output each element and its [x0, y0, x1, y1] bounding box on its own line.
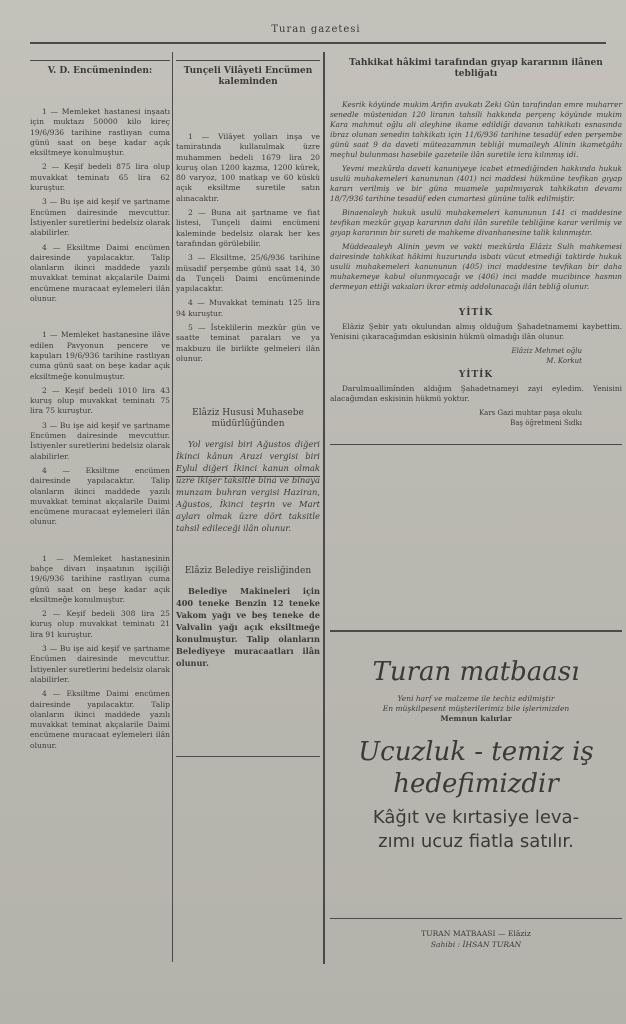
ad-slogan: Ucuzluk - temiz iş: [358, 737, 594, 767]
masthead: Turan gazetesi: [271, 24, 361, 35]
col2-block: 2 — Buna ait şartname ve fiat listesi, Tunçeli daimi encümeni kaleminde bedelsiz olarak her kes tarafından görülebilir.: [176, 208, 320, 248]
col3-header: Tahkikat hâkimi tarafından gıyap kararının ilânen tebliğatı: [349, 58, 603, 79]
lost-notice-1-sig: Elâziz Mehmet oğlu: [511, 347, 582, 355]
spacer: [30, 85, 170, 107]
col1-block: 1 — Memleket hastanesine ilâve edilen Pavyonun pencere ve kapuları 19/6/936 tarihine rastlıyan cuma günü saat on beşe kadar açık eksiltmeğe konulmuştur.: [30, 330, 170, 381]
col2-bold-notice: Belediye Makineleri için 400 teneke Benzin 12 teneke Vakom yağı ve beş teneke de Valvalin yağı açık eksiltmeğe konulmuştur. Talip olanların Belediyeye muracaatları ilân olunur.: [176, 586, 320, 669]
col2-top-rule: [176, 60, 320, 61]
lost-notice-heading: YİTİK: [458, 370, 494, 380]
column-3: [330, 58, 622, 428]
col1-block: 4 — Eksiltme Daimi encümen dairesinde yapılacaktır. Talip olanların ikinci maddede yazılı muvakkat teminat akçalarile Daimi encümene muracaat eylemeleri ilân olunur.: [30, 689, 170, 750]
printing-house-ad: [330, 640, 622, 854]
col2-block: 4 — Muvakkat teminatı 125 lira 94 kuruştur.: [176, 298, 320, 318]
column-2: [176, 66, 320, 673]
footer-name: TURAN MATBAASI — Elâziz: [421, 929, 531, 938]
col3-rule-b: [330, 630, 622, 632]
col1-block: 2 — Keşif bedeli 1010 lira 43 kuruş olup muvakkat teminatı 75 lira 75 kuruştur.: [30, 385, 170, 416]
col3-rule-a: [330, 444, 622, 445]
footer-owner: Sahibi : İHSAN TURAN: [430, 940, 522, 949]
ad-text: Kâğıt ve kırtasiye leva-: [372, 807, 580, 828]
lost-notice-heading: YİTİK: [458, 308, 494, 318]
spacer: [30, 308, 170, 330]
col1-block: 4 — Eksiltme Daimi encümen dairesinde yapılacaktır. Talip olanların ikinci maddede yazılı muvakkat teminat akçalarile Daimi encümene muracaat eylemeleri ilân olunur.: [30, 242, 170, 304]
col3-para-2: Yevmi mezkûrda daveti kanuniyeye icabet etmediğinden hakkında hukuk usulü muhakemeleri kanununun (401) nci maddesi hükmüne tevfikan gıyap kararı verilmiş ve bir güna muamele yapılmıyarak tahkikatın devamı 18/7/936 tarihine tesadüf eden cumartesi gününe talik edilmiştir.: [330, 164, 622, 203]
col1-top-rule: [30, 60, 170, 61]
ad-slogan: hedefimizdir: [393, 769, 559, 799]
ad-subtitle: En müşkilpesent müşterilerimiz bile işlerimizden: [382, 704, 570, 713]
col2-header: Tunçeli Vilâyeti Encümen kaleminden: [183, 66, 313, 87]
col1-block: 3 — Bu işe aid keşif ve şartname Encümen dairesinde mevcuttur. İstiyenler suretlerini bedelsiz olarak alabilirler.: [30, 644, 170, 684]
spacer: [176, 96, 320, 132]
col1-block: 2 — Keşif bedeli 308 lira 25 kuruş olup muvakkat teminatı 21 lira 91 kuruştur.: [30, 609, 170, 639]
col2-block: 1 — Vilâyet yolları inşa ve tamiratında kullanılmak üzre muhammen bedeli 1679 lira 20 kuruş olan 1200 kazma, 1200 kürek, 80 varyoz, 100 matkap ve 60 küskü açık eksiltme suretile satın alınacaktır.: [176, 132, 320, 203]
column-divider-2: [323, 52, 325, 964]
col2-block: 3 — Eksiltme, 25/6/936 tarihine müsadif perşembe günü saat 14, 30 da Tunçeli Daimi encümeninde yapılacaktır.: [176, 253, 320, 294]
lost-notice-1: Elâziz Şebir yatı okulundan almış olduğum Şahadetnamemi kaybettim. Yenisini çıkaracağımdan eskisinin hükmü olmadığı ilân olunur.: [330, 322, 622, 341]
col1-header: V. D. Encümeninden:: [47, 66, 153, 76]
col1-block: 2 — Keşif bedeli 875 lira olup muvakkat teminatı 65 lira 62 kuruştur.: [30, 162, 170, 193]
col1-block: 1 — Memleket hastanesinin bahçe divarı inşaatının işçiliği 19/6/936 tarihine rastlıyan cuma günü saat on beşe kadar açık eksiltmeğe konulmuştur.: [30, 553, 170, 604]
col3-para-4: Müddeaaleyh Alinin yevm ve vakti mezkûrda Elâziz Sulh mahkemesi dairesinde tahkikat hâkimi huzurunda isbatı vücut etmediği taktirde hukuk usulü muhakemeleri kanununun (405) inci maddesine tevfikan bir daha muhakemeye kabul olunmıyacağı ve (406) inci madde mucibince hasmın dermeyan ettiği vakıaları ikrar etmiş addolunacağı ilân tebliğ olunur.: [330, 242, 622, 291]
lost-notice-2: Darulmuallimînden aldığım Şahadetnameyi zayi eyledim. Yenisini alacağımdan eskisinin hükmü yoktur.: [330, 384, 622, 403]
col2-header-3: Elâziz Belediye reisliğinden: [184, 566, 312, 577]
column-1: [30, 66, 170, 755]
masthead-rule: [30, 42, 606, 44]
lost-notice-2-sig: Baş öğretmeni Sıdkı: [510, 419, 582, 427]
spacer: [330, 88, 622, 100]
ad-subtitle: Yeni harf ve malzeme ile techiz edilmiştir: [397, 694, 555, 703]
ad-title: Turan matbaası: [372, 657, 580, 687]
footer: [330, 928, 622, 950]
ad-text: zımı ucuz fiatla satılır.: [378, 831, 574, 852]
col1-block: 3 — Bu işe aid keşif ve şartname Encümen dairesinde mevcuttur. İstiyenler suretlerini bedelsiz olarak alabilirler.: [30, 420, 170, 461]
col1-block: 1 — Memleket hastanesi inşaatı için muktazı 50000 kilo kireç 19/6/936 tarihine rastlıyan cuma günü saat on beşe kadar açık eksiltmeye konulmuştur.: [30, 107, 170, 158]
col3-para-3: Binaenaleyh hukuk usulü muhakemeleri kanununun 141 ci maddesine tevfikan mezkûr gıyap kararının dahi ilân suretile tebliğine karar verilmiş ve gıyap kararının bir sureti de mahkeme divanhanesine talik kılınmıştır.: [330, 208, 622, 237]
lost-notice-1-sig: M. Korkut: [546, 357, 582, 365]
lost-notice-2-sig: Kars Gazi muhtar paşa okulu: [478, 409, 582, 417]
col1-block: 3 — Bu işe aid keşif ve şartname Encümen dairesinde mevcuttur. İstiyenler suretlerini bedelsiz olarak alabilirler.: [30, 197, 170, 238]
column-divider-1: [172, 52, 173, 962]
col3-para-1: Kesrik köyünde mukim Arifin avukatı Zeki Gün tarafından emre muharrer senedle müstenidan 120 liranın tahsili hakkında perçenç köyünde mukim Kara mahmut oğlu ali aleyhine ikame edildiği davanın tahkikatı esnasında ibraz olunan senedin tahkikatı için 11/6/936 tarihine tesadüf eden perşembe günü saat 9 da daveti müteazammın tebliği mumaileyh Alinin ikametgâhı meçhul bulunması hasebile gazeteile ilân suretile icra kılınmış idi.: [330, 100, 622, 159]
col3-rule-c: [330, 918, 622, 919]
col2-header-2: Elâziz Hususi Muhasebe müdürlüğünden: [192, 408, 304, 430]
col1-block: 4 — Eksiltme encümen dairesinde yapılacaktır. Talip olanların ikinci maddede yazılı muvakkat teminat akçalarile Daimi encümene muracaat eylemeleri ilân olunur.: [30, 465, 170, 527]
spacer: [330, 296, 622, 304]
col2-rule-b: [176, 756, 320, 757]
spacer: [30, 532, 170, 554]
col2-block: 5 — İsteklilerin mezkûr gün ve saatte teminat paraları ve ya makbuzu ile birlikte gelmeleri ilân olunur.: [176, 323, 320, 363]
col2-italic-notice: Yol vergisi biri Ağustos diğeri İkinci kânun Arazi vergisi biri Eylul diğeri İkinci kanun olmak üzre ikişer taksitle bina ve binaya munzam buhran vergisi Haziran, Ağustos, İkinci teşrin ve Mart ayları olmak üzre dört taksitle tahsil edileceği ilân olunur.: [176, 439, 320, 534]
ad-subtitle: Memnun kalırlar: [440, 714, 512, 723]
spacer: [176, 368, 320, 408]
spacer: [176, 538, 320, 566]
